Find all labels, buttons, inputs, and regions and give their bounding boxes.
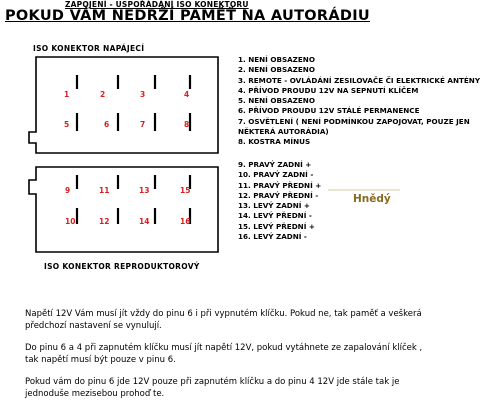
power-connector-label: ISO KONEKTOR NAPÁJECÍ	[33, 44, 145, 53]
pin-label-1: 1	[64, 90, 70, 99]
pin-description: 8. KOSTRA MÍNUS	[238, 137, 311, 147]
pin-label-3: 3	[140, 90, 146, 99]
power-pin-list	[238, 55, 480, 148]
pin-label-12: 12	[99, 217, 110, 226]
pin-label-11: 11	[99, 186, 110, 195]
pin-description: 4. PŘÍVOD PROUDU 12V NA SEPNUTÍ KLÍČEM	[238, 85, 419, 95]
note-line: Do pinu 6 a 4 při zapnutém klíčku musí jít napětí 12V, pokud vytáhnete ze zapalování klíček ,	[25, 343, 423, 353]
pin-label-5: 5	[64, 120, 70, 129]
note-line: předchozí nastavení se vynulují.	[25, 321, 162, 331]
pin-description: 2. NENÍ OBSAZENO	[238, 65, 315, 75]
note-line: Napětí 12V Vám musí jít vždy do pinu 6 i při vypnutém klíčku. Pokud ne, tak paměť a veškerá	[25, 309, 422, 319]
pin-description: 15. LEVÝ PŘEDNÍ +	[238, 221, 315, 231]
diagram-caption: ZAPOJENÍ - USPOŘÁDÁNÍ ISO KONEKTORU	[65, 0, 249, 9]
speaker-pin-list	[238, 160, 321, 242]
page-title: POKUD VÁM NEDRŽÍ PAMĚŤ NA AUTORÁDIU	[5, 8, 370, 24]
pin-label-9: 9	[65, 186, 71, 195]
pin-description: 14. LEVÝ PŘEDNÍ -	[238, 211, 312, 221]
pin-description: 6. PŘÍVOD PROUDU 12V STÁLÉ PERMANENCE	[238, 106, 420, 116]
power-connector-outline	[29, 57, 218, 153]
pin-label-10: 10	[65, 217, 76, 226]
speaker-connector-label: ISO KONEKTOR REPRODUKTOROVÝ	[44, 262, 200, 271]
pin-description: 11. PRAVÝ PŘEDNÍ +	[238, 180, 322, 190]
speaker-connector-contacts	[77, 175, 190, 224]
pin-label-13: 13	[139, 186, 150, 195]
pin-label-15: 15	[180, 186, 191, 195]
pin-description: 12. PRAVÝ PŘEDNÍ -	[238, 190, 319, 200]
pin-description: NĚKTERÁ AUTORÁDIA)	[238, 127, 329, 137]
pin-label-8: 8	[184, 120, 190, 129]
pin-description: 13. LEVÝ ZADNÍ +	[238, 201, 310, 211]
pin-description: 16. LEVÝ ZADNÍ -	[238, 232, 307, 242]
power-connector-contacts	[77, 75, 190, 131]
pin-description: 10. PRAVÝ ZADNÍ -	[238, 170, 314, 180]
pin-label-4: 4	[184, 90, 190, 99]
pin-label-6: 6	[104, 120, 110, 129]
pin-label-16: 16	[180, 217, 191, 226]
notes-block	[25, 308, 499, 400]
note-line: tak napětí musí být pouze v pinu 6.	[25, 355, 176, 365]
pin-label-7: 7	[140, 120, 146, 129]
note-line: Pokud vám do pinu 6 jde 12V pouze při zapnutém klíčku a do pinu 4 12V jde stále tak je	[25, 377, 400, 387]
pin-description: 9. PRAVÝ ZADNÍ +	[238, 160, 312, 169]
note-line: jednoduše mezisebou prohoď te.	[25, 389, 165, 399]
pin-label-2: 2	[100, 90, 106, 99]
wire-color-label: Hnědý	[353, 193, 391, 205]
pin-description: 3. REMOTE - OVLÁDÁNÍ ZESILOVAČE ČI ELEKTRICKÉ ANTÉNY	[238, 75, 481, 85]
pin-description: 5. NENÍ OBSAZENO	[238, 96, 315, 106]
pin-description: 1. NENÍ OBSAZENO	[238, 55, 315, 64]
pin-label-14: 14	[139, 217, 150, 226]
pin-description: 7. OSVĚTLENÍ ( NENÍ PODMÍNKOU ZAPOJOVAT, POUZE JEN	[238, 116, 470, 126]
